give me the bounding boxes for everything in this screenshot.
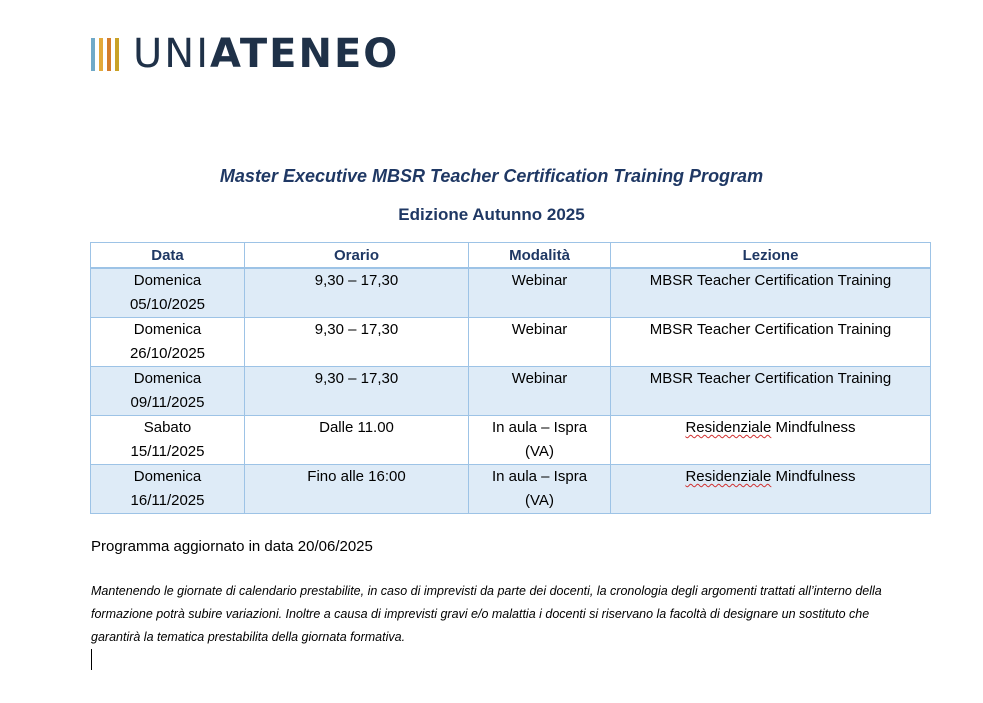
text-cursor[interactable] (91, 649, 92, 670)
schedule-table (90, 242, 931, 514)
logo-bars-icon (91, 38, 119, 71)
table-row (91, 416, 931, 465)
cell-time: Dalle 11.00 (245, 416, 469, 465)
logo-bar-2 (99, 38, 103, 71)
cell-mode-line1: Webinar (511, 272, 568, 289)
table-row (91, 268, 931, 318)
header-orario: Orario (245, 243, 469, 269)
document-subtitle: Edizione Autunno 2025 (398, 205, 585, 224)
cell-mode (469, 318, 611, 367)
cell-mode-line1: In aula – Ispra (491, 419, 588, 436)
cell-lesson: MBSR Teacher Certification Training (611, 268, 931, 318)
cell-day: Sabato (143, 419, 192, 436)
cell-mode-line2: (VA) (525, 443, 554, 460)
header-lezione: Lezione (611, 243, 931, 269)
document-title: Master Executive MBSR Teacher Certification Training Program (219, 166, 764, 186)
cell-date-value: 16/11/2025 (130, 492, 205, 509)
cell-time: 9,30 – 17,30 (245, 268, 469, 318)
logo-bar-1 (91, 38, 95, 71)
cell-day: Domenica (133, 272, 202, 289)
cell-date (91, 367, 245, 416)
spellcheck-word: Residenziale (685, 468, 772, 485)
cell-date-value: 05/10/2025 (129, 296, 206, 313)
cell-lesson-rest: Mindfulness (771, 468, 856, 485)
cell-date (91, 318, 245, 367)
logo-text-light: UNI (133, 31, 210, 77)
cell-day: Domenica (133, 321, 202, 338)
cell-date-value: 15/11/2025 (130, 443, 205, 460)
cell-lesson (611, 465, 931, 514)
cell-lesson: MBSR Teacher Certification Training (611, 367, 931, 416)
cell-date (91, 416, 245, 465)
cell-mode-line2: (VA) (525, 492, 554, 509)
header-data: Data (91, 243, 245, 269)
cell-lesson-rest: Mindfulness (771, 419, 856, 436)
logo-bar-4 (115, 38, 119, 71)
spellcheck-word: Residenziale (685, 419, 772, 436)
cell-day: Domenica (133, 468, 202, 485)
logo-bar-3 (107, 38, 111, 71)
table-header-row (91, 243, 931, 269)
cell-mode (469, 367, 611, 416)
table-row (91, 465, 931, 514)
cell-date (91, 268, 245, 318)
disclaimer-note: Mantenendo le giornate di calendario prestabilite, in caso di imprevisti da parte dei docenti, la cronologia degli argomenti trattati all’interno della formazione potrà subire variazioni. Inoltre a causa di imprevisti gravi e/o malattia i docenti si riservano la facoltà di designare un sostituto che garantirà la tematica prestabilita della giornata formativa. (91, 584, 882, 644)
cell-mode (469, 465, 611, 514)
cell-day: Domenica (133, 370, 202, 387)
cell-date (91, 465, 245, 514)
cell-time: 9,30 – 17,30 (245, 318, 469, 367)
update-date-text: Programma aggiornato in data 20/06/2025 (91, 538, 373, 555)
uniateneo-logo (91, 31, 400, 77)
cell-mode-line1: Webinar (511, 370, 568, 387)
cell-mode-line1: Webinar (511, 321, 568, 338)
cell-mode (469, 416, 611, 465)
cell-time: Fino alle 16:00 (245, 465, 469, 514)
cell-lesson (611, 416, 931, 465)
cell-date-value: 26/10/2025 (129, 345, 206, 362)
table-row (91, 367, 931, 416)
cell-mode (469, 268, 611, 318)
table-row (91, 318, 931, 367)
cell-mode-line1: In aula – Ispra (491, 468, 588, 485)
cell-date-value: 09/11/2025 (130, 394, 205, 411)
logo-wordmark (133, 31, 400, 77)
cell-lesson: MBSR Teacher Certification Training (611, 318, 931, 367)
logo-text-bold: ATENEO (210, 31, 400, 77)
header-modalita: Modalità (469, 243, 611, 269)
cell-time: 9,30 – 17,30 (245, 367, 469, 416)
